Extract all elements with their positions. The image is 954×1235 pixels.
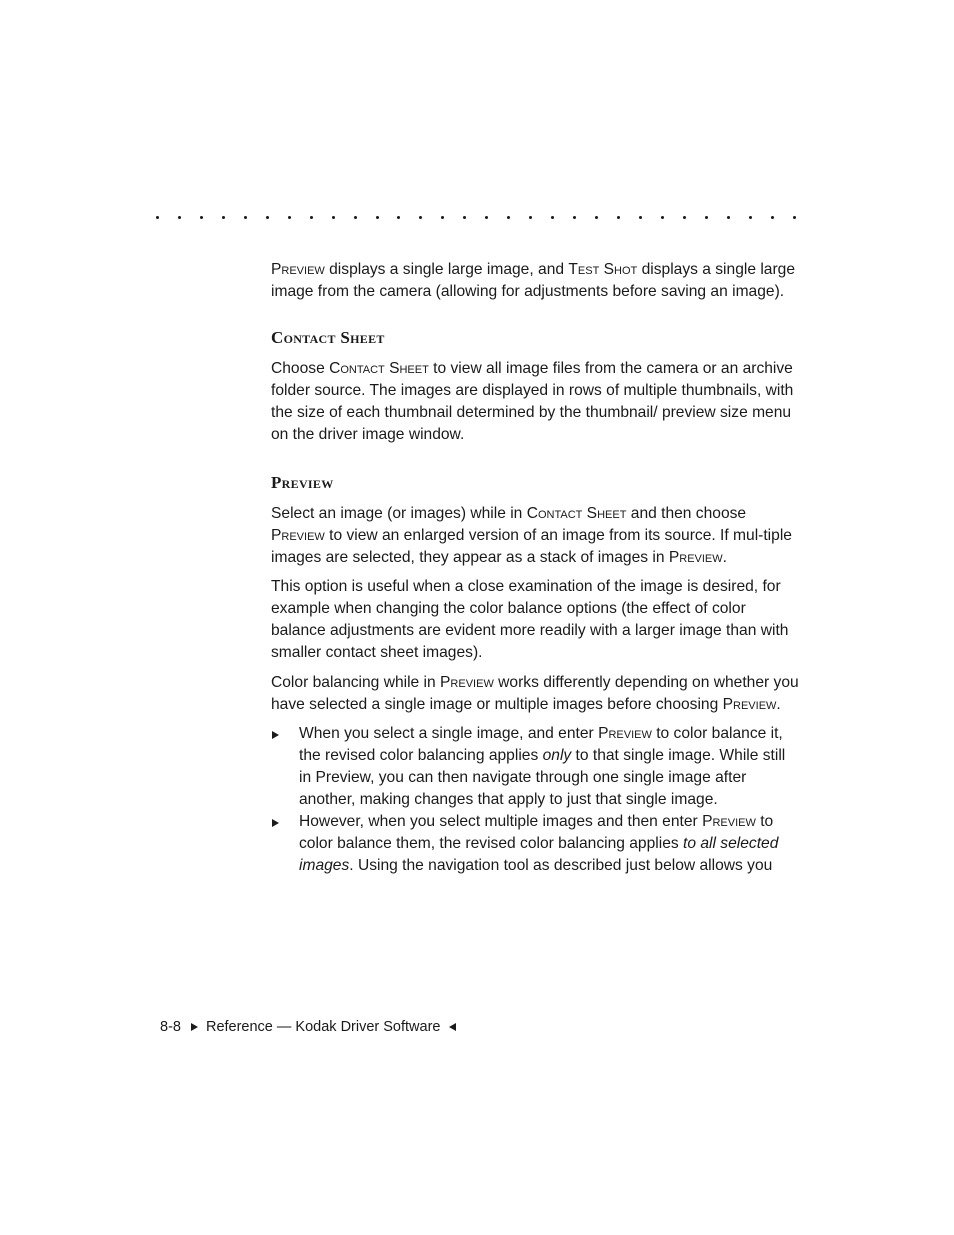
preview-heading: Preview bbox=[271, 473, 334, 492]
right-triangle-icon bbox=[191, 1023, 198, 1031]
rule-dot bbox=[639, 216, 642, 219]
preview-p1-text-2: and then choose bbox=[626, 505, 747, 522]
rule-dot bbox=[529, 216, 532, 219]
footer-title: Reference — Kodak Driver Software bbox=[205, 1019, 441, 1035]
intro-paragraph bbox=[271, 259, 801, 303]
term-preview: Preview bbox=[722, 696, 777, 713]
dotted-rule bbox=[156, 203, 796, 219]
preview-p1-text-1: Select an image (or images) while in bbox=[271, 505, 527, 522]
term-preview: Preview bbox=[702, 813, 756, 830]
rule-dot bbox=[617, 216, 620, 219]
bullet-item bbox=[271, 723, 801, 811]
rule-dot bbox=[771, 216, 774, 219]
contact-sheet-text-1: Choose bbox=[271, 360, 330, 377]
rule-dot bbox=[266, 216, 269, 219]
bullet-2-text-2: to color balance them, the revised color balancing applies bbox=[299, 813, 774, 852]
bullet-1-text-3: to that single image. While still in Preview, you can then navigate through one single image after another, making changes that apply to just that single image. bbox=[299, 747, 786, 808]
term-preview: Preview bbox=[271, 261, 325, 278]
preview-p3-text-3: . bbox=[776, 696, 781, 713]
rule-dot bbox=[244, 216, 247, 219]
preview-paragraph-1 bbox=[271, 503, 801, 569]
term-contact-sheet: Contact Sheet bbox=[329, 360, 429, 377]
rule-dot bbox=[463, 216, 466, 219]
rule-dot bbox=[332, 216, 335, 219]
intro-text-2: displays a single large image from the camera (allowing for adjustments before saving an image). bbox=[271, 261, 796, 300]
bullet-2-text-3: . Using the navigation tool as described just below allows you bbox=[349, 857, 773, 874]
triangle-bullet-icon bbox=[272, 819, 279, 827]
rule-dot bbox=[310, 216, 313, 219]
contact-sheet-paragraph bbox=[271, 358, 801, 446]
rule-dot bbox=[507, 216, 510, 219]
rule-dot bbox=[288, 216, 291, 219]
bullet-list bbox=[271, 723, 801, 877]
page-footer bbox=[160, 1017, 456, 1037]
triangle-bullet-icon bbox=[272, 731, 279, 739]
rule-dot bbox=[156, 216, 159, 219]
term-preview: Preview bbox=[668, 549, 723, 566]
bullet-1-text-2: to color balance it, the revised color balancing applies bbox=[299, 725, 783, 764]
rule-dot bbox=[441, 216, 444, 219]
page-number: 8-8 bbox=[160, 1019, 181, 1035]
rule-dot bbox=[397, 216, 400, 219]
rule-dot bbox=[573, 216, 576, 219]
preview-p3-text-1: Color balancing while in bbox=[271, 674, 441, 691]
bullet-item bbox=[271, 811, 801, 877]
preview-p1-text-4: . bbox=[722, 549, 727, 566]
term-preview: Preview bbox=[440, 674, 494, 691]
bullet-2-text-1: However, when you select multiple images and then enter bbox=[299, 813, 703, 830]
rule-dot bbox=[749, 216, 752, 219]
bullet-1-emphasis: only bbox=[542, 747, 572, 764]
left-triangle-icon bbox=[449, 1023, 456, 1031]
rule-dot bbox=[551, 216, 554, 219]
rule-dot bbox=[793, 216, 796, 219]
rule-dot bbox=[376, 216, 379, 219]
bullet-2-emphasis: to all selected images bbox=[299, 835, 779, 874]
rule-dot bbox=[222, 216, 225, 219]
preview-paragraph-2: This option is useful when a close examination of the image is desired, for example when changing the color balance options (the effect of color balance adjustments are evident more readily with a larger image than with smaller contact sheet images). bbox=[271, 578, 789, 661]
term-test-shot: Test Shot bbox=[568, 261, 638, 278]
rule-dot bbox=[727, 216, 730, 219]
contact-sheet-text-2: to view all image files from the camera or an archive folder source. The images are displayed in rows of multiple thumbnails, with the size of each thumbnail determined by the thumbnail/ preview size menu on the driver image window. bbox=[271, 360, 794, 443]
term-preview: Preview bbox=[598, 725, 652, 742]
term-preview: Preview bbox=[271, 527, 325, 544]
preview-paragraph-3 bbox=[271, 672, 801, 716]
rule-dot bbox=[178, 216, 181, 219]
rule-dot bbox=[683, 216, 686, 219]
preview-p3-text-2: works differently depending on whether you have selected a single image or multiple images before choosing bbox=[271, 674, 799, 713]
rule-dot bbox=[661, 216, 664, 219]
term-contact-sheet: Contact Sheet bbox=[526, 505, 627, 522]
intro-text-1: displays a single large image, and bbox=[324, 261, 569, 278]
rule-dot bbox=[419, 216, 422, 219]
rule-dot bbox=[705, 216, 708, 219]
bullet-1-text-1: When you select a single image, and enter bbox=[299, 725, 599, 742]
preview-p1-text-3: to view an enlarged version of an image from its source. If mul-tiple images are selected, they appear as a stack of images in bbox=[271, 527, 792, 566]
rule-dot bbox=[354, 216, 357, 219]
rule-dot bbox=[200, 216, 203, 219]
rule-dot bbox=[485, 216, 488, 219]
contact-sheet-heading: Contact Sheet bbox=[271, 328, 385, 347]
page-content bbox=[271, 259, 801, 877]
rule-dot bbox=[595, 216, 598, 219]
